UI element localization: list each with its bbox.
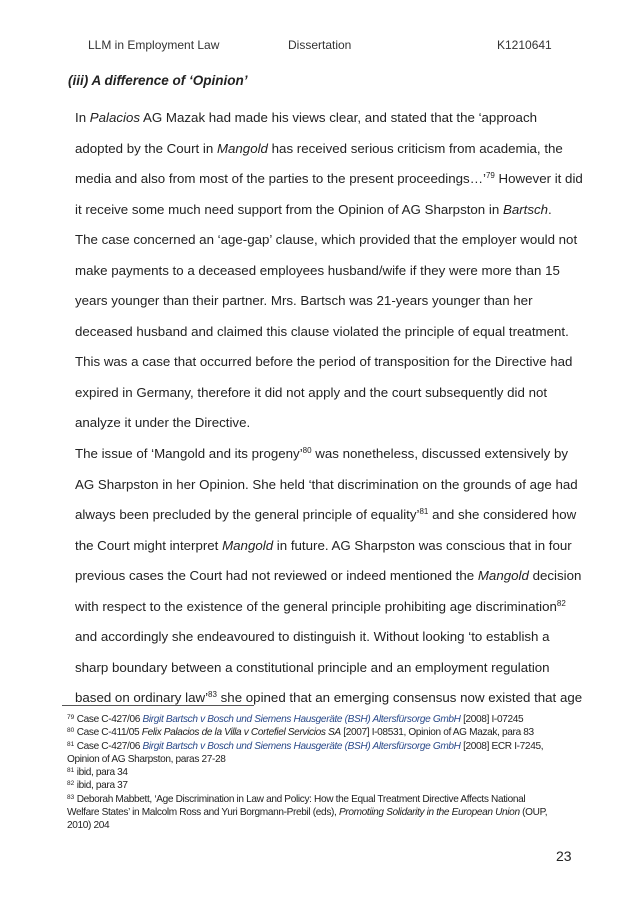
body-line-3: media and also from most of the parties to the present proceedings…’$^{79}$ However it did: [75, 171, 583, 187]
footnote-84-continued: Welfare States’ in Malcolm Ross and Yuri Borgmann-Prebil (eds), Promotiing Solidarity in the European Union (OUP,: [67, 807, 548, 819]
header-student-id: K1210641: [497, 38, 552, 52]
body-line-17: with respect to the existence of the general principle prohibiting age discrimination$^{82}$: [75, 598, 566, 614]
body-line-16: previous cases the Court had not reviewed or indeed mentioned the Mangold decision: [75, 568, 582, 584]
body-line-1: In Palacios AG Mazak had made his views clear, and stated that the ‘approach: [75, 110, 537, 125]
footnote-81: $^{81}$ Case C-427/06 Birgit Bartsch v Bosch und Siemens Hausgeräte (BSH) Altersfürsorge GmbH [2008] ECR I-7245,: [67, 740, 544, 752]
header-document-type: Dissertation: [288, 38, 352, 52]
footnote-84: $^{83}$ Deborah Mabbett, ‘Age Discrimination in Law and Policy: How the Equal Treatment Directive Affects National: [67, 793, 526, 805]
footnotes: [67, 713, 587, 833]
body-line-2: adopted by the Court in Mangold has received serious criticism from academia, the: [75, 140, 563, 156]
body-line-5: The case concerned an ‘age-gap’ clause, which provided that the employer would not: [75, 232, 578, 248]
footnote-84-end: 2010) 204: [67, 820, 110, 832]
body-line-8: deceased husband and claimed this clause violated the principle of equal treatment.: [75, 323, 569, 339]
body-line-12: The issue of ‘Mangold and its progeny’$^{80}$ was nonetheless, discussed extensively by: [75, 446, 569, 462]
footnote-ref-80[interactable]: 80: [302, 446, 312, 456]
footnote-ref-81[interactable]: 81: [419, 507, 429, 517]
body-line-15: the Court might interpret Mangold in future. AG Sharpston was conscious that in four: [75, 537, 572, 553]
body-line-11: analyze it under the Directive.: [75, 415, 251, 431]
body-line-19: sharp boundary between a constitutional principle and an employment regulation: [75, 659, 550, 675]
body-line-10: expired in Germany, therefore it did not apply and the court subsequently did not: [75, 384, 548, 400]
footnote-82: $^{81}$ ibid, para 34: [67, 767, 128, 779]
body-line-6: make payments to a deceased employees husband/wife if they were more than 15: [75, 262, 560, 278]
body-line-13: AG Sharpston in her Opinion. She held ‘that discrimination on the grounds of age had: [75, 476, 578, 492]
footnote-ref-79[interactable]: 79: [485, 171, 495, 181]
body-line-20: based on ordinary law’$^{83}$ she opined that an emerging consensus now existed that age: [75, 690, 583, 706]
header-course-title: LLM in Employment Law: [88, 38, 220, 52]
footnote-79: $^{79}$ Case C-427/06 Birgit Bartsch v Bosch und Siemens Hausgeräte (BSH) Altersfürsorge GmbH [2008] I-07245: [67, 714, 524, 725]
page-number: 23: [556, 848, 572, 864]
body-text: [75, 103, 583, 714]
body-line-14: always been precluded by the general principle of equality’$^{81}$ and she considered how: [75, 507, 577, 523]
footnote-ref-83[interactable]: 83: [208, 690, 217, 700]
footnote-separator: [62, 705, 254, 706]
footnote-80: $^{80}$ Case C-411/05 Felix Palacios de la Villa v Cortefiel Servicios SA [2007] I-08531, Opinion of AG Mazak, para 83: [67, 727, 534, 739]
body-line-7: years younger than their partner. Mrs. Bartsch was 21-years younger than her: [75, 293, 533, 309]
body-line-9: This was a case that occurred before the period of transposition for the Directive had: [75, 354, 573, 370]
footnote-ref-82[interactable]: 82: [556, 598, 566, 608]
footnote-83: $^{82}$ ibid, para 37: [67, 780, 128, 792]
body-line-4: it receive some much need support from the Opinion of AG Sharpston in Bartsch.: [75, 201, 552, 217]
section-heading: (iii) A difference of ‘Opinion’: [68, 73, 248, 88]
footnote-81-continued: Opinion of AG Sharpston, paras 27-28: [67, 753, 226, 765]
body-line-18: and accordingly she endeavoured to distinguish it. Without looking ‘to establish a: [75, 629, 550, 645]
